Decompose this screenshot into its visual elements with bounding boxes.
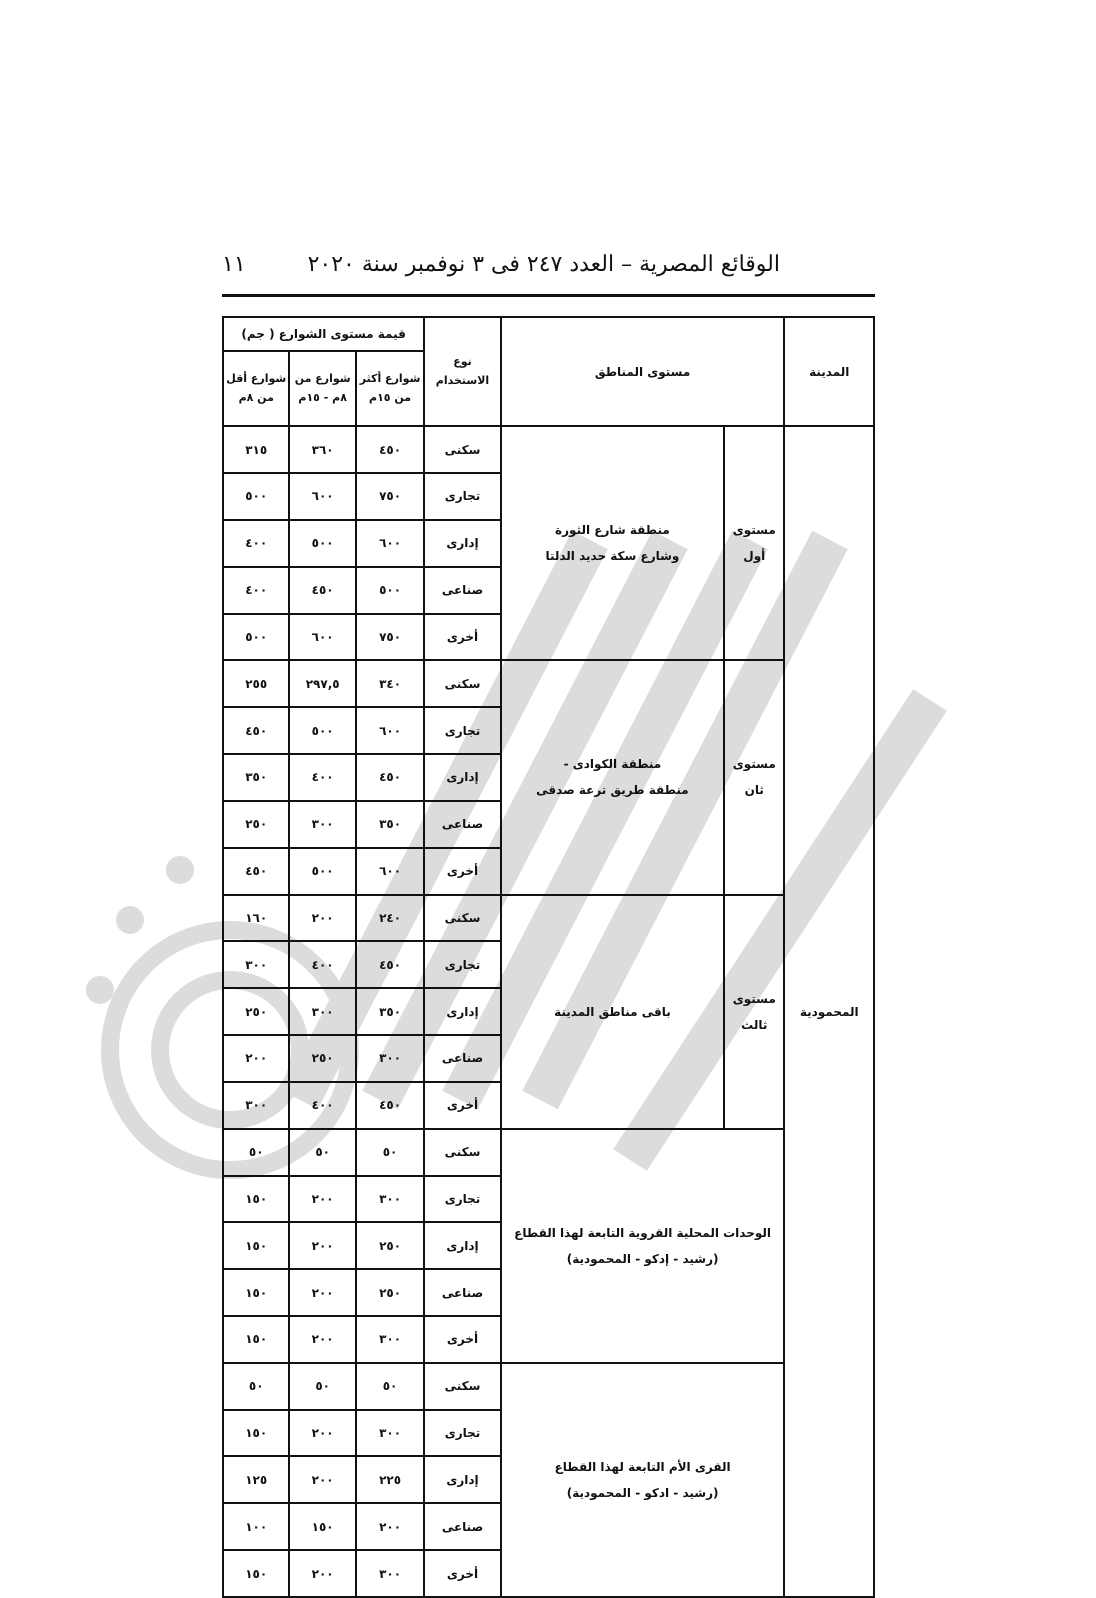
narrow-street-value: ١٦٠ [223,895,289,942]
header-narrow-streets: شوارع أقل من ٨م [223,351,289,426]
city-cell: المحمودية [784,426,874,1597]
narrow-street-value: ٥٠٠ [223,473,289,520]
mid-street-value: ٤٠٠ [289,754,355,801]
wide-street-value: ٣٠٠ [356,1550,424,1597]
narrow-street-value: ١٥٠ [223,1222,289,1269]
mid-street-value: ٢٠٠ [289,1176,355,1223]
mid-street-value: ٢٠٠ [289,1269,355,1316]
header-zones-level: مستوى المناطق [501,317,785,426]
use-type-cell: إدارى [424,520,500,567]
use-type-cell: إدارى [424,1456,500,1503]
use-type-cell: تجارى [424,473,500,520]
area-cell: القرى الأم التابعة لهذا القطاع (رشيد - ادكو - المحمودية) [501,1363,785,1597]
mid-street-value: ٤٥٠ [289,567,355,614]
use-type-cell: إدارى [424,1222,500,1269]
mid-street-value: ٢٠٠ [289,895,355,942]
header-wide-streets: شوارع أكثر من ١٥م [356,351,424,426]
wide-street-value: ٤٥٠ [356,1082,424,1129]
use-type-cell: إدارى [424,988,500,1035]
use-type-cell: أخرى [424,848,500,895]
mid-street-value: ٢٠٠ [289,1550,355,1597]
narrow-street-value: ١٥٠ [223,1316,289,1363]
narrow-street-value: ٣٠٠ [223,1082,289,1129]
narrow-street-value: ١٥٠ [223,1410,289,1457]
use-type-cell: أخرى [424,1316,500,1363]
use-type-cell: صناعى [424,1503,500,1550]
wide-street-value: ٣٤٠ [356,660,424,707]
narrow-street-value: ١٠٠ [223,1503,289,1550]
area-cell: باقى مناطق المدينة [501,895,724,1129]
narrow-street-value: ٤٥٠ [223,848,289,895]
level-cell: مستوى ثالث [724,895,784,1129]
use-type-cell: سكنى [424,426,500,473]
wide-street-value: ٢٥٠ [356,1269,424,1316]
narrow-street-value: ١٢٥ [223,1456,289,1503]
wide-street-value: ٧٥٠ [356,473,424,520]
wide-street-value: ٣٠٠ [356,1035,424,1082]
wide-street-value: ٣٠٠ [356,1176,424,1223]
mid-street-value: ٢٠٠ [289,1456,355,1503]
use-type-cell: صناعى [424,1269,500,1316]
wide-street-value: ٢٢٥ [356,1456,424,1503]
use-type-cell: أخرى [424,1550,500,1597]
header-mid-streets: شوارع من ٨م - ١٥م [289,351,355,426]
wide-street-value: ٦٠٠ [356,848,424,895]
mid-street-value: ٢٩٧,٥ [289,660,355,707]
narrow-street-value: ٢٥٠ [223,988,289,1035]
wide-street-value: ٧٥٠ [356,614,424,661]
street-value-table [222,316,875,1598]
use-type-cell: صناعى [424,801,500,848]
area-cell: منطقة الكوادى - منطقة طريق ترعة صدقى [501,660,724,894]
table-row [223,426,874,473]
gazette-title: الوقائع المصرية – العدد ٢٤٧ فى ٣ نوفمبر سنة ٢٠٢٠ [307,252,780,277]
mid-street-value: ٥٠٠ [289,707,355,754]
mid-street-value: ٣٦٠ [289,426,355,473]
wide-street-value: ٢٤٠ [356,895,424,942]
mid-street-value: ٤٠٠ [289,941,355,988]
mid-street-value: ٣٠٠ [289,801,355,848]
use-type-cell: سكنى [424,1129,500,1176]
header-street-value: قيمة مستوى الشوارع ( جم) [223,317,424,351]
narrow-street-value: ٣٥٠ [223,754,289,801]
narrow-street-value: ٣٠٠ [223,941,289,988]
header-use-type: نوع الاستخدام [424,317,500,426]
header-city: المدينة [784,317,874,426]
use-type-cell: تجارى [424,1176,500,1223]
mid-street-value: ٣٠٠ [289,988,355,1035]
page-number: ١١ [222,252,246,277]
mid-street-value: ٢٠٠ [289,1316,355,1363]
level-cell: مستوى أول [724,426,784,660]
mid-street-value: ٢٥٠ [289,1035,355,1082]
use-type-cell: تجارى [424,941,500,988]
use-type-cell: تجارى [424,1410,500,1457]
level-cell: مستوى ثان [724,660,784,894]
use-type-cell: سكنى [424,1363,500,1410]
wide-street-value: ٣٥٠ [356,801,424,848]
mid-street-value: ٢٠٠ [289,1222,355,1269]
wide-street-value: ٥٠ [356,1363,424,1410]
wide-street-value: ٤٥٠ [356,941,424,988]
narrow-street-value: ٣١٥ [223,426,289,473]
narrow-street-value: ١٥٠ [223,1269,289,1316]
table-row [223,895,874,942]
narrow-street-value: ٥٠٠ [223,614,289,661]
mid-street-value: ٢٠٠ [289,1410,355,1457]
use-type-cell: أخرى [424,1082,500,1129]
header-divider [222,294,875,297]
narrow-street-value: ٥٠ [223,1129,289,1176]
mid-street-value: ٥٠ [289,1363,355,1410]
wide-street-value: ٢٠٠ [356,1503,424,1550]
narrow-street-value: ٤٠٠ [223,567,289,614]
narrow-street-value: ١٥٠ [223,1550,289,1597]
narrow-street-value: ٢٠٠ [223,1035,289,1082]
use-type-cell: أخرى [424,614,500,661]
wide-street-value: ٢٥٠ [356,1222,424,1269]
narrow-street-value: ٢٥٠ [223,801,289,848]
wide-street-value: ٥٠٠ [356,567,424,614]
wide-street-value: ٣٥٠ [356,988,424,1035]
mid-street-value: ٦٠٠ [289,473,355,520]
use-type-cell: صناعى [424,1035,500,1082]
mid-street-value: ٥٠٠ [289,848,355,895]
table-row [223,1363,874,1410]
area-cell: منطقة شارع الثورة وشارع سكة حديد الدلتا [501,426,724,660]
wide-street-value: ٦٠٠ [356,520,424,567]
wide-street-value: ٣٠٠ [356,1410,424,1457]
wide-street-value: ٣٠٠ [356,1316,424,1363]
narrow-street-value: ٥٠ [223,1363,289,1410]
use-type-cell: تجارى [424,707,500,754]
table-row [223,1129,874,1176]
narrow-street-value: ٤٠٠ [223,520,289,567]
wide-street-value: ٤٥٠ [356,426,424,473]
table-row [223,660,874,707]
narrow-street-value: ١٥٠ [223,1176,289,1223]
wide-street-value: ٥٠ [356,1129,424,1176]
mid-street-value: ٥٠ [289,1129,355,1176]
use-type-cell: صناعى [424,567,500,614]
mid-street-value: ٤٠٠ [289,1082,355,1129]
use-type-cell: سكنى [424,895,500,942]
mid-street-value: ١٥٠ [289,1503,355,1550]
wide-street-value: ٦٠٠ [356,707,424,754]
page-header [222,252,875,286]
area-cell: الوحدات المحلية القروية التابعة لهذا القطاع (رشيد - إدكو - المحمودية) [501,1129,785,1363]
use-type-cell: سكنى [424,660,500,707]
mid-street-value: ٥٠٠ [289,520,355,567]
mid-street-value: ٦٠٠ [289,614,355,661]
use-type-cell: إدارى [424,754,500,801]
wide-street-value: ٤٥٠ [356,754,424,801]
narrow-street-value: ٤٥٠ [223,707,289,754]
narrow-street-value: ٢٥٥ [223,660,289,707]
